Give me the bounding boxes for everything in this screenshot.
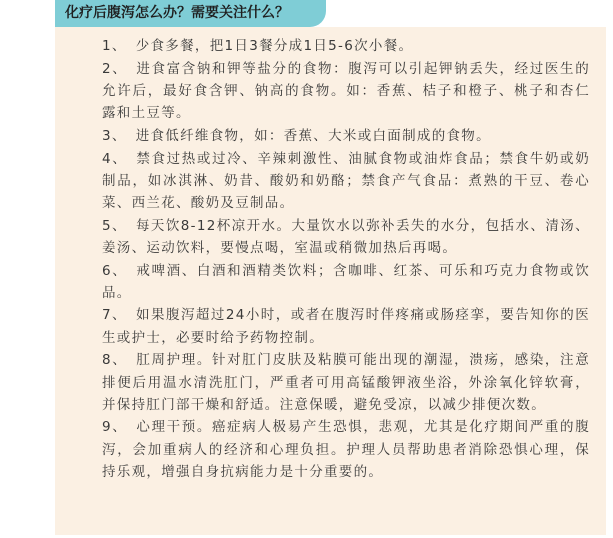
list-item: 2、 进食富含钠和钾等盐分的食物：腹泻可以引起钾钠丢失，经过医生的允许后，最好食含钾、钠高的食物。如：香蕉、桔子和橙子、桃子和杏仁露和土豆等。 (102, 60, 590, 122)
section-title: 化疗后腹泻怎么办？需要关注什么？ (65, 5, 289, 21)
list-item: 4、 禁食过热或过冷、辛辣刺激性、油腻食物或油炸食品；禁食牛奶或奶制品，如冰淇淋、奶昔、酸奶和奶酪；禁食产气食品：煮熟的干豆、卷心菜、西兰花、酸奶及豆制品。 (102, 150, 590, 211)
list-item: 7、 如果腹泻超过24小时，或者在腹泻时伴疼痛或肠痉挛，要告知你的医生或护士，必要时给予药物控制。 (102, 307, 590, 346)
list-item: 3、 进食低纤维食物，如：香蕉、大米或白面制成的食物。 (102, 127, 491, 144)
list-item: 5、 每天饮8-12杯凉开水。大量饮水以弥补丢失的水分，包括水、清汤、姜汤、运动饮料，要慢点喝，室温或稍微加热后再喝。 (102, 217, 590, 256)
section-title-tab (55, 0, 326, 27)
list-item: 9、 心理干预。癌症病人极易产生恐惧，悲观，尤其是化疗期间严重的腹泻，会加重病人的经济和心理负担。护理人员帮助患者消除恐惧心理，保持乐观，增强自身抗病能力是十分重要的。 (102, 419, 590, 480)
content-card (55, 27, 606, 535)
list-item: 1、 少食多餐，把1日3餐分成1日5-6次小餐。 (102, 38, 414, 54)
list-item: 8、 肛周护理。针对肛门皮肤及粘膜可能出现的潮湿，溃疡，感染，注意排便后用温水清洗肛门，严重者可用高锰酸钾液坐浴，外涂氧化锌软膏，并保持肛门部干燥和舒适。注意保暖，避免受凉，以减少排便次数。 (102, 352, 590, 413)
list-item: 6、 戒啤酒、白酒和酒精类饮料；含咖啡、红茶、可乐和巧克力食物或饮品。 (102, 262, 590, 301)
